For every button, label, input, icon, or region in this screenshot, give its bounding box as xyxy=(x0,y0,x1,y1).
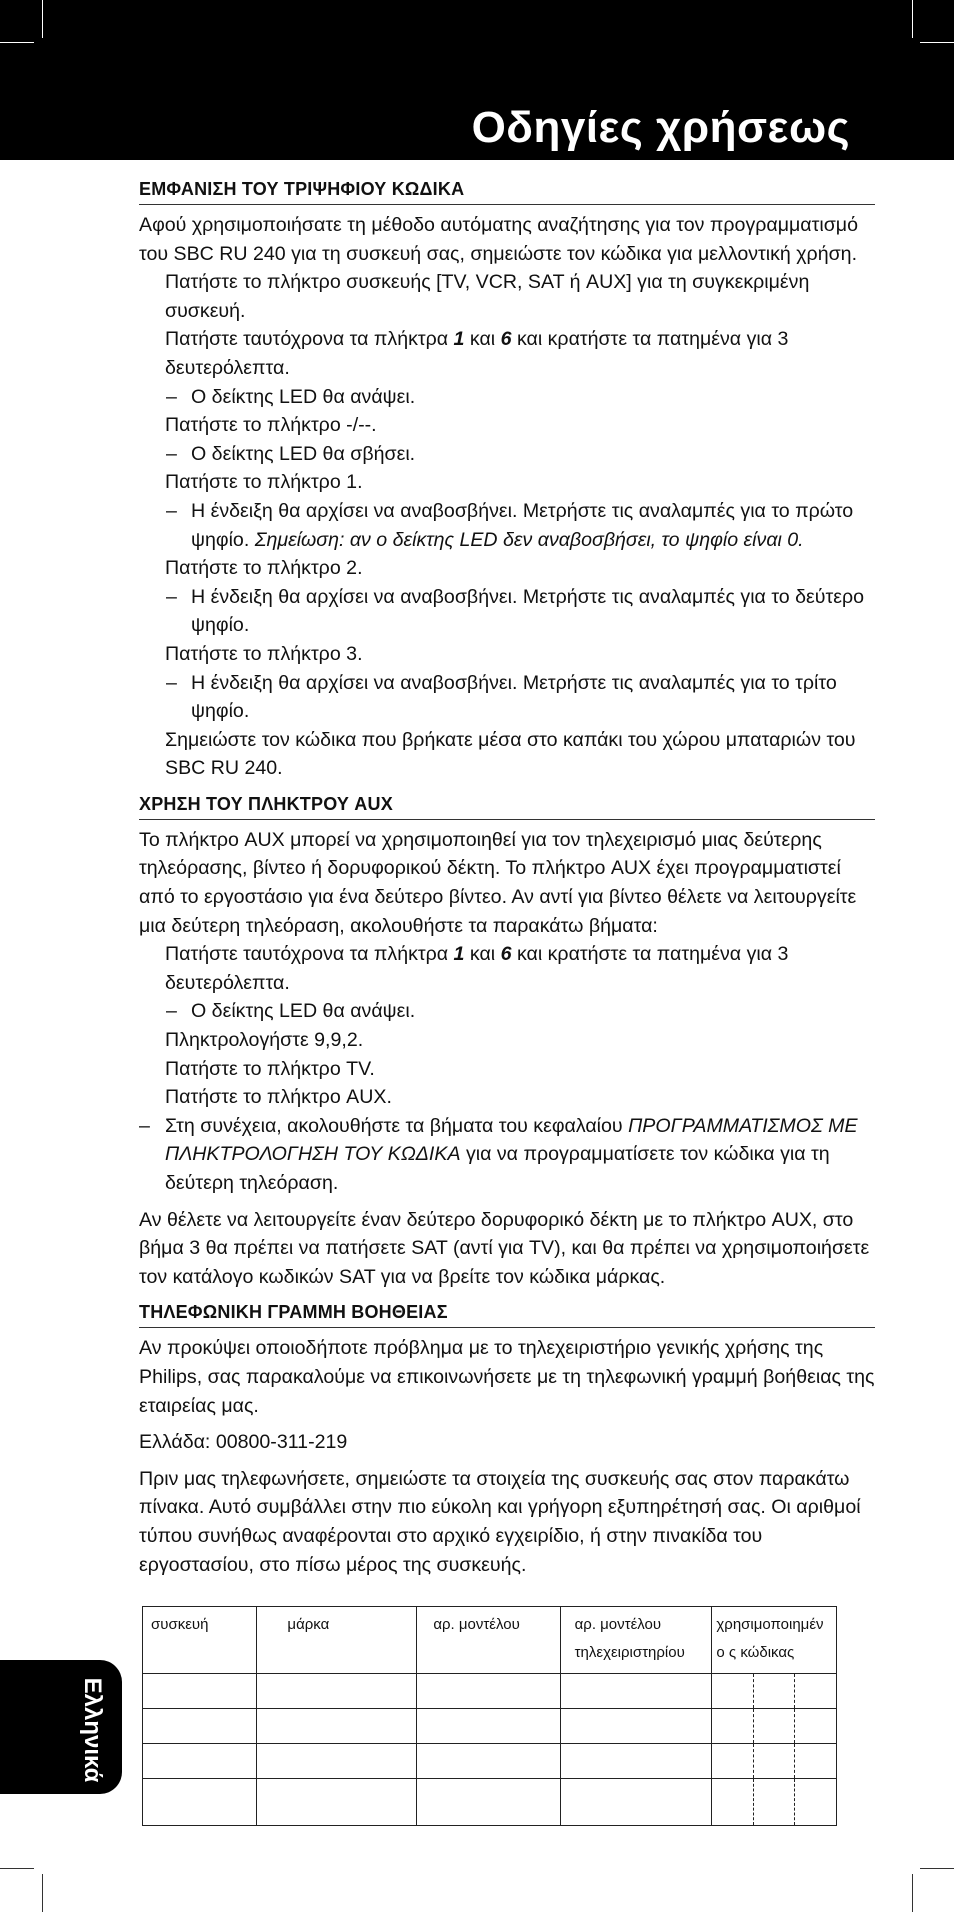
text: Στη συνέχεια, ακολουθήστε τα βήματα του κεφαλαίου xyxy=(165,1114,629,1137)
col-header-brand: μάρκα xyxy=(257,1607,417,1674)
text: Πατήστε ταυτόχρονα τα πλήκτρα xyxy=(165,328,454,351)
result-note: – Ο δείκτης LED θα ανάψει. xyxy=(139,997,875,1026)
step-text xyxy=(139,325,875,382)
table-cell[interactable] xyxy=(560,1674,712,1709)
step-text: Πατήστε το πλήκτρο 1. xyxy=(165,471,363,494)
step-text: Σημειώστε τον κώδικα που βρήκατε μέσα στο καπάκι του χώρου μπαταριών του SBC RU 240. xyxy=(165,728,856,780)
table-cell[interactable] xyxy=(560,1744,712,1779)
table-row xyxy=(143,1709,837,1744)
section-heading-aux-key: ΧΡΗΣΗ ΤΟΥ ΠΛΗΚΤΡΟΥ AUX xyxy=(139,791,875,820)
key-label: 1 xyxy=(453,943,465,966)
table-cell[interactable] xyxy=(560,1709,712,1744)
step-text: Πατήστε το πλήκτρο 3. xyxy=(165,642,363,665)
step-text: Πατήστε το πλήκτρο 2. xyxy=(165,557,363,580)
key-label: 1 xyxy=(453,328,465,351)
key-label: 6 xyxy=(500,943,512,966)
step-text: Πατήστε το πλήκτρο συσκευής [TV, VCR, SAT ή AUX] για τη συγκεκριμένη συσκευή. xyxy=(165,271,810,322)
table-cell[interactable] xyxy=(257,1674,417,1709)
document-body xyxy=(139,176,875,1579)
text: Η ένδειξη θα αρχίσει να αναβοσβήνει. Μετρήστε τις αναλαμπές για το πρώτο ψηφίο. xyxy=(191,499,854,551)
table-cell[interactable] xyxy=(417,1674,560,1709)
step-text: Πατήστε το πλήκτρο -/--. xyxy=(165,414,377,437)
crop-mark xyxy=(0,1868,34,1869)
table-cell[interactable] xyxy=(560,1779,712,1826)
table-cell[interactable] xyxy=(257,1779,417,1826)
text: για να προγραμματίσετε τον κώδικα για τη δεύτερη τηλεόραση. xyxy=(165,1143,830,1194)
table-row xyxy=(143,1744,837,1779)
paragraph: Πριν μας τηλεφωνήσετε, σημειώστε τα στοιχεία της συσκευής σας στον παρακάτω πίνακα. Αυτό συμβάλλει στην πιο εύκολη και γρήγορη εξυπηρέτησή σας. Οι αριθμοί τύπου συνήθως αναφέρονται στο αρχικό εγχειρίδιο, ή στην πινακίδα του εργοστασίου, στο πίσω μέρος της συσκευής. xyxy=(139,1467,861,1576)
crop-mark xyxy=(912,0,913,38)
step-text: Πατήστε το πλήκτρο AUX. xyxy=(165,1086,392,1109)
table-header-row xyxy=(143,1607,837,1674)
table-cell[interactable] xyxy=(143,1779,257,1826)
crop-mark xyxy=(920,1868,954,1869)
section-heading-three-digit-code: ΕΜΦΑΝΙΣΗ ΤΟΥ ΤΡΙΨΗΦΙΟΥ ΚΩΔΙΚΑ xyxy=(139,176,875,205)
paragraph: Αν προκύψει οποιοδήποτε πρόβλημα με το τηλεχειριστήριο γενικής χρήσης της Philips, σας παρακαλούμε να επικοινωνήσετε με τη τηλεφωνική γραμμή βοήθειας της εταιρείας μας. xyxy=(139,1337,875,1417)
result-note xyxy=(139,497,875,554)
device-info-table xyxy=(142,1606,837,1826)
table-row xyxy=(143,1674,837,1709)
crop-mark xyxy=(0,42,34,43)
code-cell[interactable] xyxy=(712,1744,837,1779)
table-cell[interactable] xyxy=(143,1709,257,1744)
italic-note: Σημείωση: αν ο δείκτης LED δεν αναβοσβήσει, το ψηφίο είναι 0. xyxy=(254,528,804,551)
paragraph: Αν θέλετε να λειτουργείτε έναν δεύτερο δορυφορικό δέκτη με το πλήκτρο AUX, στο βήμα 3 θα πρέπει να πατήσετε SAT (αντί για TV), και θα πρέπει να χρησιμοποιήσετε τον κατάλογο κωδικών SAT για να βρείτε τον κώδικα μάρκας. xyxy=(139,1208,870,1288)
text: και κρατήστε τα πατημένα για 3 δευτερόλεπτα. xyxy=(165,943,789,994)
section-heading-helpline: ΤΗΛΕΦΩΝΙΚΗ ΓΡΑΜΜΗ ΒΟΗΘΕΙΑΣ xyxy=(139,1299,875,1328)
col-header-remote-model: αρ. μοντέλου τηλεχειριστηρίου xyxy=(560,1607,712,1674)
table-row xyxy=(143,1779,837,1826)
result-note: – Η ένδειξη θα αρχίσει να αναβοσβήνει. Μετρήστε τις αναλαμπές για το τρίτο ψηφίο. xyxy=(139,669,875,726)
crop-mark xyxy=(42,1874,43,1912)
step-text: Πληκτρολογήστε 9,9,2. xyxy=(165,1029,364,1052)
table-cell[interactable] xyxy=(257,1709,417,1744)
col-header-code-used: χρησιμοποιημένο ς κώδικας xyxy=(712,1607,837,1674)
paragraph: Το πλήκτρο AUX μπορεί να χρησιμοποιηθεί για τον τηλεχειρισμό μιας δεύτερης τηλεόρασης, βίντεο ή δορυφορικού δέκτη. Το πλήκτρο AUX έχει προγραμματιστεί από το εργοστάσιο για ένα δεύτερο βίντεο. Αν αντί για βίντεο θέλετε να λειτουργείτε μια δεύτερη τηλεόραση, ακολουθήστε τα παρακάτω βήματα: xyxy=(139,828,857,937)
crop-mark xyxy=(912,1874,913,1912)
table-cell[interactable] xyxy=(417,1744,560,1779)
step-text: Πατήστε το πλήκτρο TV. xyxy=(165,1057,375,1080)
result-note: – Η ένδειξη θα αρχίσει να αναβοσβήνει. Μετρήστε τις αναλαμπές για το δεύτερο ψηφίο. xyxy=(139,583,875,640)
text: και xyxy=(464,943,501,966)
page-title: Οδηγίες χρήσεως xyxy=(471,103,850,152)
code-cell[interactable] xyxy=(712,1674,837,1709)
table-cell[interactable] xyxy=(143,1744,257,1779)
result-note: – Ο δείκτης LED θα σβήσει. xyxy=(139,440,875,469)
crop-mark xyxy=(920,42,954,43)
result-note xyxy=(139,1112,875,1198)
col-header-device: συσκευή xyxy=(143,1607,257,1674)
table-cell[interactable] xyxy=(257,1744,417,1779)
paragraph: Αφού χρησιμοποιήσατε τη μέθοδο αυτόματης αναζήτησης για τον προγραμματισμό του SBC RU 240 για τη συσκευή σας, σημειώστε τον κώδικα για μελλοντική χρήση. xyxy=(139,214,858,265)
result-note: – Ο δείκτης LED θα ανάψει. xyxy=(139,383,875,412)
code-cell[interactable] xyxy=(712,1709,837,1744)
table-cell[interactable] xyxy=(143,1674,257,1709)
table-cell[interactable] xyxy=(417,1779,560,1826)
language-label: Ελληνικά xyxy=(79,1677,106,1783)
col-header-model: αρ. μοντέλου xyxy=(417,1607,560,1674)
phone-number: Ελλάδα: 00800-311-219 xyxy=(139,1431,348,1454)
italic-reference: ΠΡΟΓΡΑΜΜΑΤΙΣΜΟΣ ΜΕ ΠΛΗΚΤΡΟΛΟΓΗΣΗ ΤΟΥ ΚΩΔΙΚΑ xyxy=(165,1114,858,1166)
text: Πατήστε ταυτόχρονα τα πλήκτρα xyxy=(165,943,454,966)
step-text xyxy=(139,940,875,997)
key-label: 6 xyxy=(500,328,512,351)
table-cell[interactable] xyxy=(417,1709,560,1744)
text: και xyxy=(464,328,501,351)
text: και κρατήστε τα πατημένα για 3 δευτερόλεπτα. xyxy=(165,328,789,379)
crop-mark xyxy=(42,0,43,38)
code-cell[interactable] xyxy=(712,1779,837,1826)
